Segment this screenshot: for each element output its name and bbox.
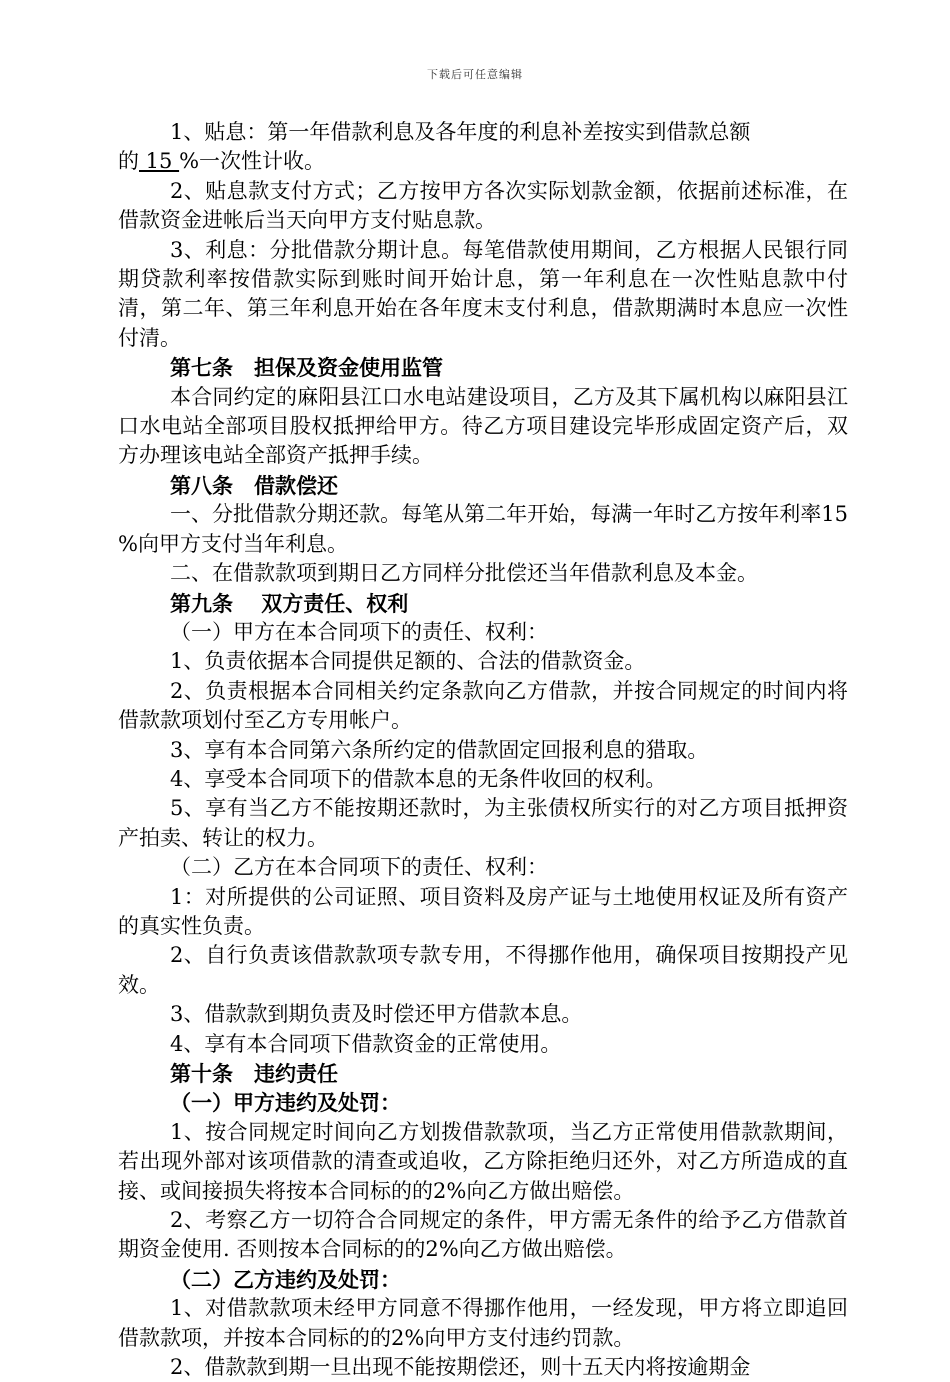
paragraph: 2、借款款到期一旦出现不能按期偿还，则十五天内将按逾期金 [170,1355,751,1380]
paragraph: 1、按合同规定时间向乙方划拨借款款项，当乙方正常使用借款款期间，若出现外部对该项借款的清查或追收，乙方除拒绝归还外，对乙方所造成的直接、或间接损失将按本合同标的的2%向乙方做出赔偿。 [118,1119,848,1203]
paragraph: 3、利息：分批借款分期计息。每笔借款使用期间，乙方根据人民银行同期贷款利率按借款实际到账时间开始计息，第一年利息在一次性贴息款中付清，第二年、第三年利息开始在各年度末支付利息，借款期满时本息应一次性付清。 [118,237,848,350]
paragraph: 1、贴息：第一年借款利息及各年度的利息补差按实到借款总额 [170,120,751,144]
paragraph: （二）乙方在本合同项下的责任、权利： [170,855,548,880]
paragraph: 1、负责依据本合同提供足额的、合法的借款资金。 [170,649,646,674]
section-heading: 第十条 违约责任 [170,1061,338,1086]
document-body [118,118,848,1382]
section-heading: （一）甲方违约及处罚： [170,1090,401,1116]
paragraph-text: %一次性计收。 [179,149,326,174]
paragraph [118,147,848,176]
underlined-rate: 15 [139,149,180,174]
paragraph: 5、享有当乙方不能按期还款时，为主张债权所实行的对乙方项目抵押资产拍卖、转让的权力。 [118,796,848,850]
paragraph: 2、贴息款支付方式；乙方按甲方各次实际划款金额，依据前述标准，在借款资金进帐后当天向甲方支付贴息款。 [118,178,848,233]
section-heading: （二）乙方违约及处罚： [170,1266,401,1292]
paragraph: 2、自行负责该借款款项专款专用，不得挪作他用，确保项目按期投产见效。 [118,943,848,997]
paragraph: 3、借款款到期负责及时偿还甲方借款本息。 [170,1002,583,1027]
section-heading: 第八条 借款偿还 [170,472,338,498]
paragraph: 4、享受本合同项下的借款本息的无条件收回的权利。 [170,766,667,791]
paragraph: 2、考察乙方一切符合合同规定的条件，甲方需无条件的给予乙方借款首期资金使用. 否则按本合同标的的2%向乙方做出赔偿。 [118,1208,848,1262]
paragraph: 1、对借款款项未经甲方同意不得挪作他用，一经发现，甲方将立即追回借款款项，并按本合同标的的2%向甲方支付违约罚款。 [118,1296,848,1350]
paragraph: 3、享有本合同第六条所约定的借款固定回报利息的猎取。 [170,737,709,762]
paragraph-text: 的 [118,149,139,174]
paragraph: 2、负责根据本合同相关约定条款向乙方借款，并按合同规定的时间内将借款款项划付至乙方专用帐户。 [118,678,848,733]
paragraph: 二、在借款款项到期日乙方同样分批偿还当年借款利息及本金。 [170,561,758,586]
paragraph: （一）甲方在本合同项下的责任、权利： [170,619,548,644]
paragraph: 4、享有本合同项下借款资金的正常使用。 [170,1031,562,1056]
paragraph: 1：对所提供的公司证照、项目资料及房产证与土地使用权证及所有资产的真实性负责。 [118,884,848,938]
paragraph: 一、分批借款分期还款。每笔从第二年开始，每满一年时乙方按年利率15 %向甲方支付当年利息。 [118,502,848,556]
page-header: 下载后可任意编辑 [427,68,523,81]
paragraph: 本合同约定的麻阳县江口水电站建设项目，乙方及其下属机构以麻阳县江口水电站全部项目股权抵押给甲方。待乙方项目建设完毕形成固定资产后，双方办理该电站全部资产抵押手续。 [118,384,848,468]
section-heading: 第九条 双方责任、权利 [170,590,409,616]
section-heading: 第七条 担保及资金使用监管 [170,355,443,381]
